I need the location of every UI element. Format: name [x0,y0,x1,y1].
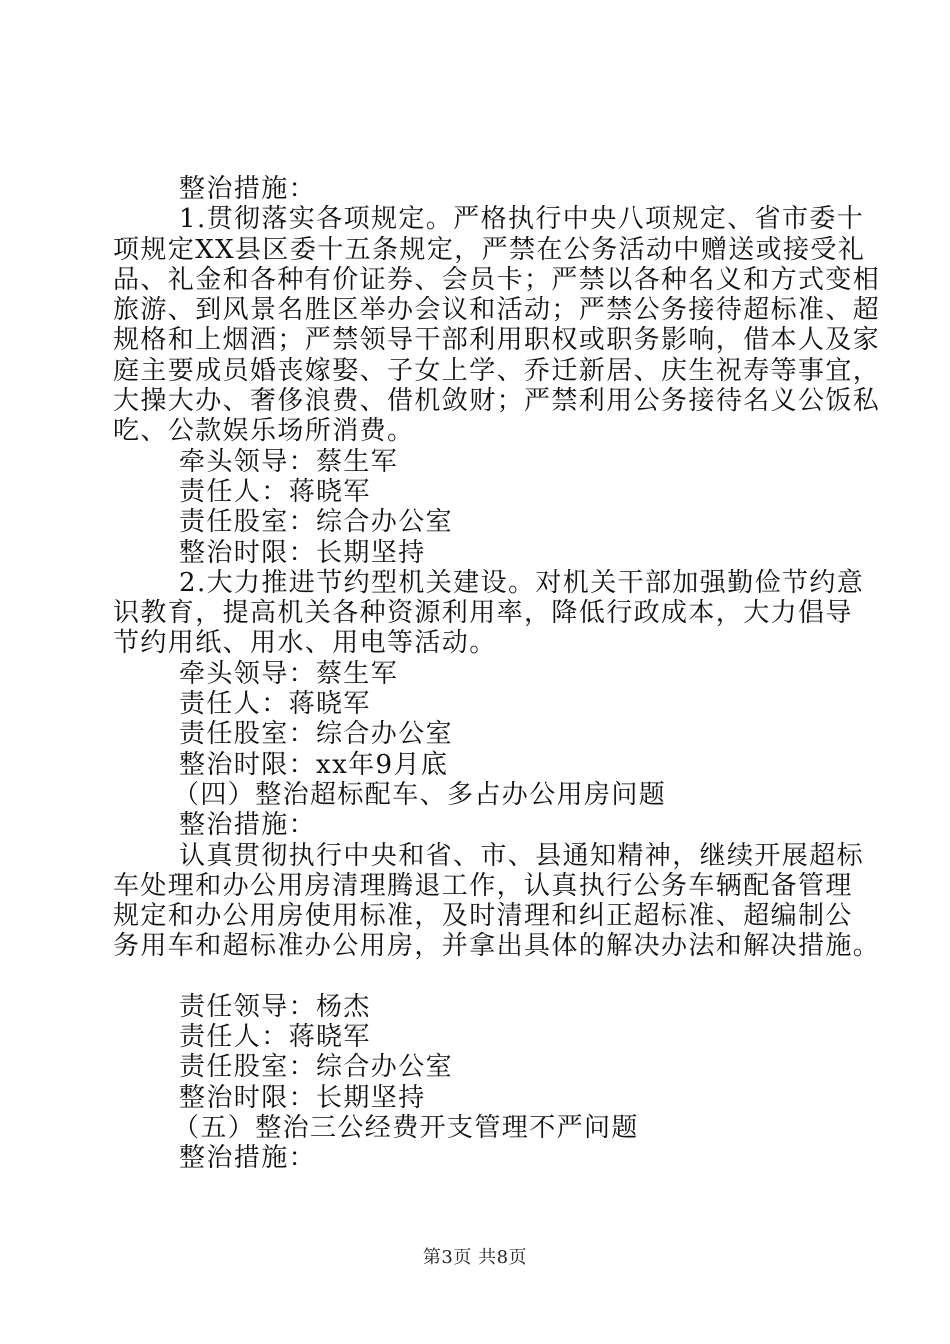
deadline-line: 整治时限：长期坚持 [179,1082,426,1113]
paragraph-line: 2.大力推进节约型机关建设。对机关干部加强勤俭节约意 [179,567,865,598]
page-footer: 第3页 共8页 [422,1247,528,1268]
paragraph-line: 车处理和办公用房清理腾退工作，认真执行公务车辆配备管理 [113,870,853,901]
lead-leader-line: 牵头领导：蔡生军 [179,658,399,689]
paragraph-line: 旅游、到风景名胜区举办会议和活动；严禁公务接待超标准、超 [113,295,881,326]
paragraph-line: 规定和办公用房使用标准，及时清理和纠正超标准、超编制公 [113,901,853,932]
section-heading: （四）整治超标配车、多占办公用房问题 [173,779,667,810]
lead-leader-line: 责任领导：杨杰 [179,991,371,1022]
deadline-line: 整治时限：xx年9月底 [179,749,449,780]
lead-leader-line: 牵头领导：蔡生军 [179,446,399,477]
responsible-person-line: 责任人：蒋晓军 [179,1022,371,1053]
document-body [113,174,881,1174]
paragraph-line: 1.贯彻落实各项规定。严格执行中央八项规定、省市委十 [179,204,865,235]
responsible-office-line: 责任股室：综合办公室 [179,719,454,750]
paragraph-line: 规格和上烟酒；严禁领导干部利用职权或职务影响，借本人及家 [113,325,881,356]
paragraph-line: 务用车和超标准办公用房，并拿出具体的解决办法和解决措施。 [113,931,881,962]
responsible-person-line: 责任人：蒋晓军 [179,476,371,507]
paragraph-line: 项规定XX县区委十五条规定，严禁在公务活动中赠送或接受礼 [113,234,866,265]
paragraph-line: 庭主要成员婚丧嫁娶、子女上学、乔迁新居、庆生祝寿等事宜， [113,355,881,386]
deadline-line: 整治时限：长期坚持 [179,537,426,568]
section-heading: 整治措施： [179,1143,317,1174]
blank-line [113,962,843,992]
section-heading: 整治措施： [179,810,317,841]
paragraph-line: 节约用纸、用水、用电等活动。 [113,628,497,659]
paragraph-line: 吃、公款娱乐场所消费。 [113,416,415,447]
section-heading: （五）整治三公经费开支管理不严问题 [173,1112,639,1143]
paragraph-line: 大操大办、奢侈浪费、借机敛财；严禁利用公务接待名义公饭私 [113,386,881,417]
responsible-office-line: 责任股室：综合办公室 [179,507,454,538]
responsible-office-line: 责任股室：综合办公室 [179,1052,454,1083]
paragraph-line: 品、礼金和各种有价证券、会员卡；严禁以各种名义和方式变相 [113,264,881,295]
responsible-person-line: 责任人：蒋晓军 [179,689,371,720]
paragraph-line: 识教育，提高机关各种资源利用率，降低行政成本，大力倡导 [113,598,853,629]
section-heading: 整治措施： [179,174,317,204]
paragraph-line: 认真贯彻执行中央和省、市、县通知精神，继续开展超标 [179,840,865,871]
